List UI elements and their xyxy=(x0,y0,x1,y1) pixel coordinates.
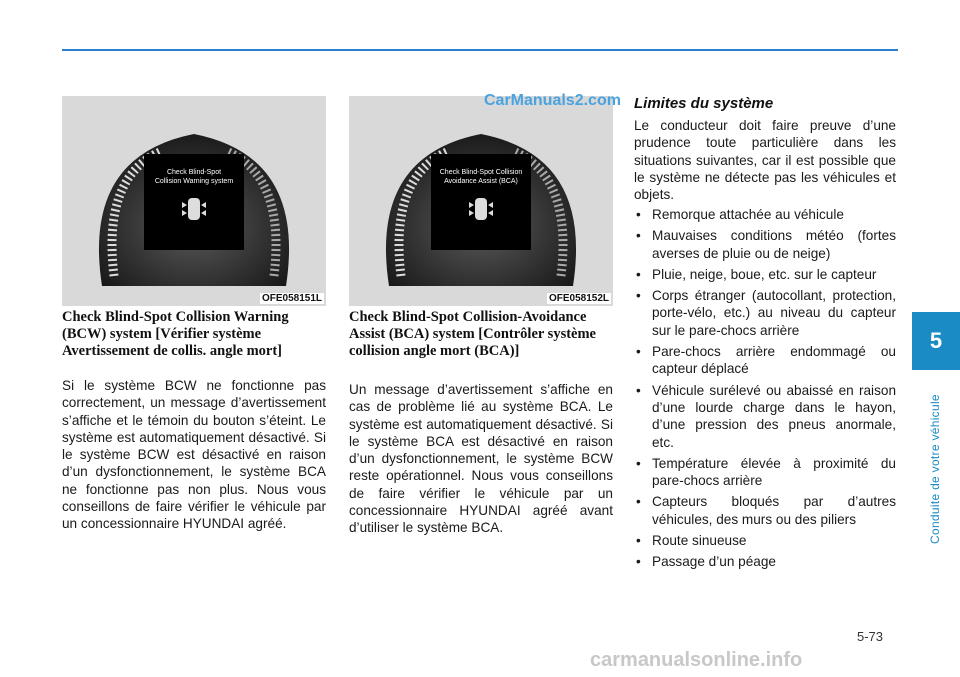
screen-title-line1: Check Blind-Spot xyxy=(166,169,222,176)
page-number: 5-73 xyxy=(857,629,884,644)
chapter-number: 5 xyxy=(929,328,943,353)
list-item: • Température élevée à proximité du pare-chocs arrière xyxy=(634,455,896,490)
screen-title-line2: Avoidance Assist (BCA) xyxy=(444,178,518,185)
screen-title xyxy=(433,168,529,186)
limits-intro: Le conducteur doit faire preuve d’une prudence toute particulière dans les situations suivantes, car il est possible que le système ne détecte pas les véhicules et objets. xyxy=(634,118,896,203)
list-item: • Route sinueuse xyxy=(634,532,896,549)
list-item: • Corps étranger (autocollant, protection, porte-vélo, etc.) au niveau du capteur sur le pare-chocs arrière xyxy=(634,287,896,339)
bcw-heading: Check Blind-Spot Collision Warning (BCW) system [Vérifier système Avertissement de collis. angle mort] xyxy=(62,309,289,359)
header-rule xyxy=(62,49,898,51)
image-code: OFE058151L xyxy=(261,293,322,304)
list-item: • Pare-chocs arrière endommagé ou capteur déplacé xyxy=(634,343,896,378)
bca-heading: Check Blind-Spot Collision-Avoidance Assist (BCA) system [Contrôler système collision angle mort (BCA)] xyxy=(349,309,596,359)
limits-title: Limites du système xyxy=(634,95,774,112)
car-warning-icon xyxy=(179,196,209,222)
chapter-tab xyxy=(912,312,960,370)
screen-title-line2: Collision Warning system xyxy=(154,178,234,185)
list-item: • Véhicule surélevé ou abaissé en raison d’une lourde charge dans le hayon, d’une pression des pneus anormale, etc. xyxy=(634,382,896,451)
list-item: • Remorque attachée au véhicule xyxy=(634,206,896,223)
cluster-illustration-bcw xyxy=(62,96,326,306)
screen-title-line1: Check Blind-Spot Collision xyxy=(439,169,523,176)
bca-body: Un message d’avertissement s’affiche en cas de problème lié au système BCA. Le système est automatiquement désactivé. Si le système BCA est désactivé en raison d’un dysfonctionnement, le système BCW reste opérationnel. Nous vous conseillons de faire vérifier le véhicule par un concessionnaire HYUNDAI agréé avant d’utiliser le système BCA. xyxy=(349,382,613,536)
list-item: • Mauvaises conditions météo (fortes averses de pluie ou de neige) xyxy=(634,227,896,262)
bcw-body: Si le système BCW ne fonctionne pas correctement, un message d’avertissement s’affiche et le témoin du bouton s’éteint. Le système est automatiquement désactivé. Si le système BCW est désactivé en raison d’un dysfonctionnement, le système BCA ne fonctionne pas non plus. Nous vous conseillons de faire vérifier le véhicule par un concessionnaire HYUNDAI agréé. xyxy=(62,378,326,532)
limits-list xyxy=(634,206,896,575)
list-item: • Capteurs bloqués par d’autres véhicules, des murs ou des piliers xyxy=(634,493,896,528)
watermark-top[interactable]: CarManuals2.com xyxy=(484,92,621,109)
list-item: • Passage d’un péage xyxy=(634,553,896,570)
image-code: OFE058152L xyxy=(548,293,609,304)
list-item: • Pluie, neige, boue, etc. sur le capteur xyxy=(634,266,896,283)
chapter-title: Conduite de votre véhicule xyxy=(928,394,942,544)
cluster-illustration-bca xyxy=(349,96,613,306)
watermark-bottom[interactable]: carmanualsonline.info xyxy=(590,649,803,671)
car-warning-icon xyxy=(466,196,496,222)
chapter-title-vertical xyxy=(930,372,950,572)
screen-title xyxy=(146,168,242,186)
